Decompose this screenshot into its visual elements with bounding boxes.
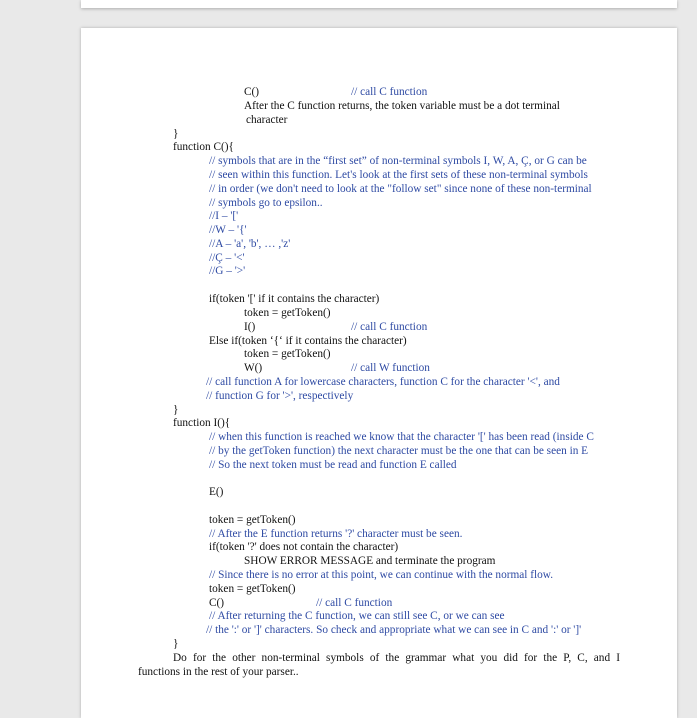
code-line: SHOW ERROR MESSAGE and terminate the program	[244, 555, 496, 567]
code-line: After the C function returns, the token variable must be a dot terminal	[244, 100, 560, 112]
code-comment: // function G for '>', respectively	[206, 390, 354, 402]
code-comment: // After returning the C function, we can still see C, or we can see	[209, 610, 505, 622]
code-line: C()	[209, 597, 225, 609]
code-comment: // So the next token must be read and function E called	[209, 459, 457, 471]
previous-page	[81, 0, 677, 8]
code-line: Else if(token ‘{‘ if it contains the character)	[209, 335, 407, 347]
document-page	[81, 28, 677, 718]
code-comment: // Since there is no error at this point, we can continue with the normal flow.	[209, 569, 554, 581]
code-comment: //Ç – '<'	[209, 252, 245, 264]
code-line: token = getToken()	[209, 514, 296, 526]
code-line: if(token '?' does not contain the character)	[209, 541, 399, 553]
code-comment: // symbols that are in the “first set” of non-terminal symbols I, W, A, Ç, or G can be	[209, 155, 587, 167]
code-comment: // by the getToken function) the next character must be the one that can be seen in E	[209, 445, 589, 457]
code-comment: // symbols go to epsilon..	[209, 197, 323, 209]
code-line: token = getToken()	[244, 307, 331, 319]
code-comment: //A – 'a', 'b', … ,'z'	[209, 238, 291, 250]
code-comment: // call C function	[316, 597, 393, 609]
code-text: C()	[244, 86, 260, 98]
code-comment: // call C function	[351, 86, 428, 98]
code-line: E()	[209, 486, 224, 498]
code-comment: // call function A for lowercase characters, function C for the character '<', and	[206, 376, 560, 388]
code-line: I()	[244, 321, 256, 333]
code-line: function I(){	[173, 417, 231, 429]
code-line: }	[173, 638, 179, 650]
code-comment: // seen within this function. Let's look at the first sets of these non-terminal symbols	[209, 169, 588, 181]
code-comment: //I – '['	[209, 210, 239, 222]
code-line	[244, 85, 259, 99]
paragraph-line: functions in the rest of your parser..	[138, 666, 299, 678]
code-comment: // in order (we don't need to look at the "follow set" since none of these non-terminal	[209, 183, 592, 195]
code-line: token = getToken()	[209, 583, 296, 595]
code-line: token = getToken()	[244, 348, 331, 360]
code-comment: // when this function is reached we know that the character '[' has been read (inside C	[209, 431, 594, 443]
code-line: function C(){	[173, 141, 234, 153]
code-comment: // After the E function returns '?' character must be seen.	[209, 528, 463, 540]
code-comment: //G – '>'	[209, 265, 246, 277]
code-line: character	[246, 114, 288, 126]
code-comment: // call C function	[351, 321, 428, 333]
code-comment: //W – '{'	[209, 224, 247, 236]
paragraph-line: Do for the other non-terminal symbols of the grammar what you did for the P, C, and I	[173, 652, 620, 664]
code-line: }	[173, 128, 179, 140]
code-line: W()	[244, 362, 263, 374]
code-comment: // call W function	[351, 362, 430, 374]
code-line: if(token '[' if it contains the character)	[209, 293, 380, 305]
code-comment: // the ':' or ']' characters. So check and appropriate what we can see in C and ':' or ']'	[206, 624, 582, 636]
code-line: }	[173, 404, 179, 416]
